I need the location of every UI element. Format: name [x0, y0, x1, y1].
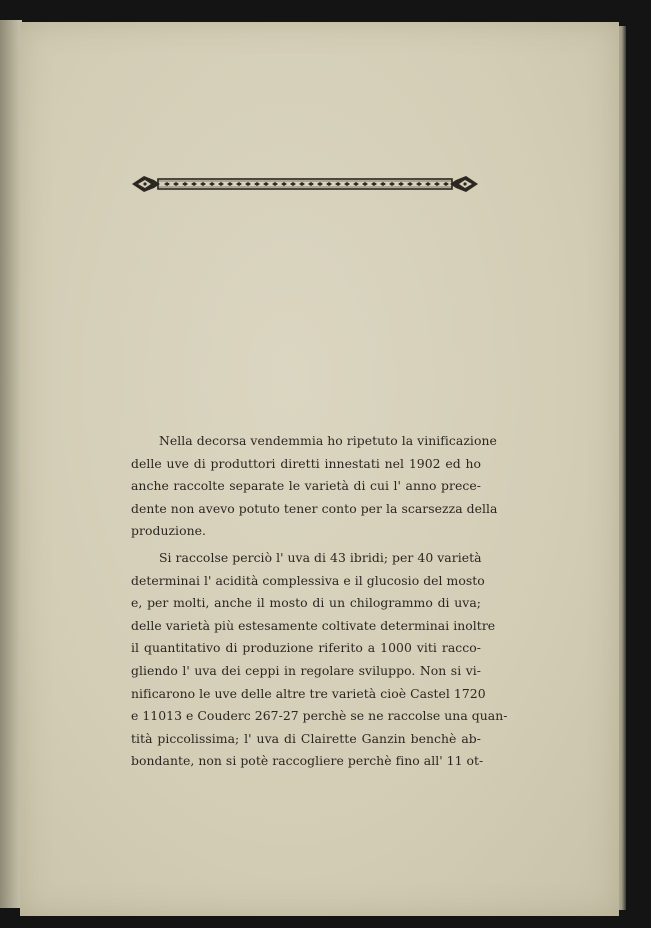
decorative-header-ornament — [130, 170, 480, 198]
text-line: tità piccolissima; l' uva di Clairette Ganzin benchè ab- — [131, 730, 481, 746]
text-line: anche raccolte separate le varietà di cui l' anno prece- — [131, 478, 481, 494]
text-line: Nella decorsa vendemmia ho ripetuto la vinificazione — [159, 433, 497, 448]
text-line: delle varietà più estesamente coltivate determinai inoltre — [131, 617, 496, 633]
body-text — [131, 430, 508, 773]
text-line: dente non avevo potuto tener conto per la scarsezza della — [131, 500, 498, 516]
text-line: e, per molti, anche il mosto di un chilogrammo di uva; — [131, 595, 481, 611]
text-line: bondante, non si potè raccogliere perchè fino all' 11 ot- — [131, 753, 484, 769]
text-line: Si raccolse perciò l' uva di 43 ibridi; per 40 varietà — [159, 549, 482, 565]
text-line: determinai l' acidità complessiva e il glucosio del mosto — [131, 572, 485, 588]
text-line: gliendo l' uva dei ceppi in regolare sviluppo. Non si vi- — [131, 662, 481, 678]
paragraph-1 — [131, 430, 498, 543]
paragraph-2 — [131, 547, 508, 773]
previous-page-edge — [0, 20, 22, 908]
text-line: nificarono le uve delle altre tre varietà cioè Castel 1720 — [131, 685, 486, 701]
text-line: il quantitativo di produzione riferito a 1000 viti racco- — [131, 640, 481, 656]
text-line: delle uve di produttori diretti innestati nel 1902 ed ho — [131, 455, 481, 471]
text-line: produzione. — [131, 523, 206, 539]
text-line: e 11013 e Couderc 267-27 perchè se ne raccolse una quan- — [131, 708, 508, 724]
